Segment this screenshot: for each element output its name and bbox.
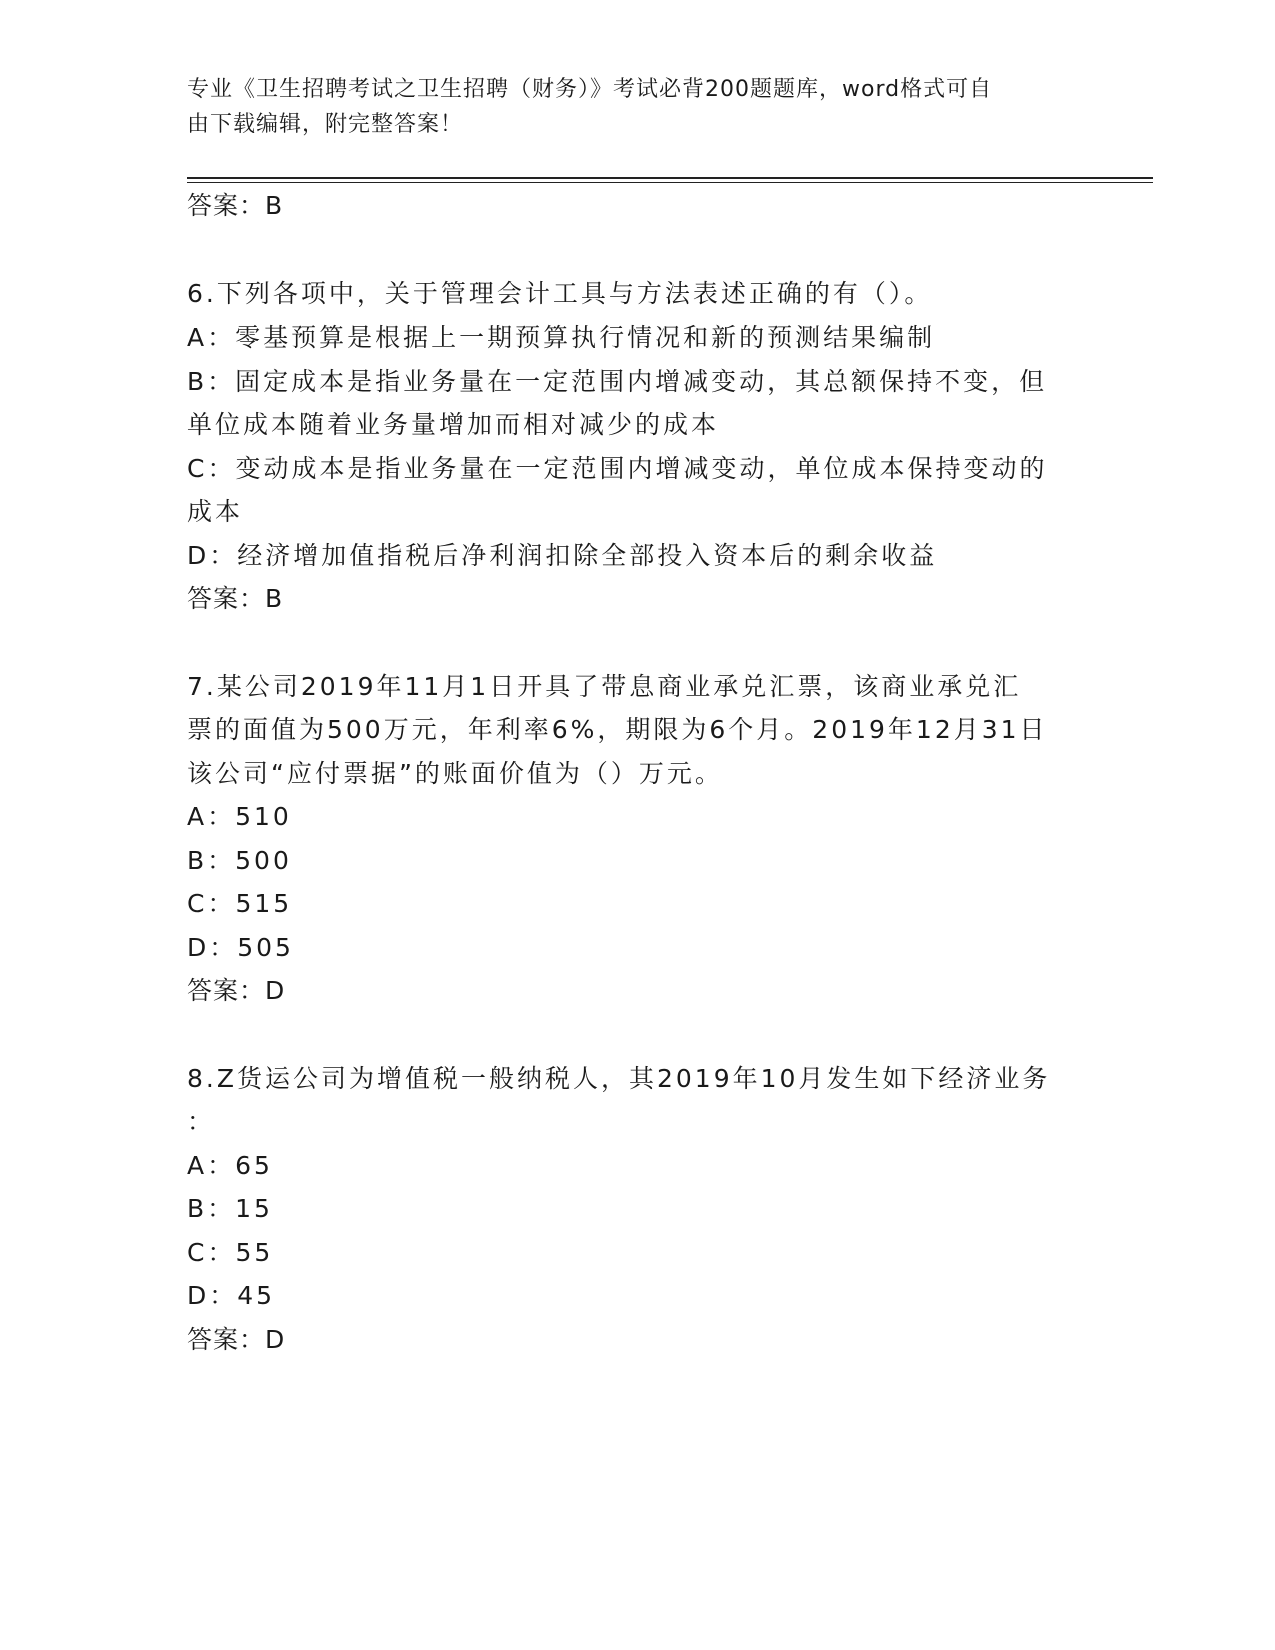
q6-stem: 6.下列各项中，关于管理会计工具与方法表述正确的有（）。 (187, 279, 933, 308)
header-divider-thin (187, 182, 1153, 183)
q8-option-a: A：65 (187, 1151, 273, 1180)
previous-answer: 答案：B (187, 191, 284, 220)
q8-option-b: B：15 (187, 1194, 273, 1223)
header-divider-thick (187, 177, 1153, 179)
q6-option-a: A：零基预算是根据上一期预算执行情况和新的预测结果编制 (187, 323, 936, 352)
q7-option-a: A：510 (187, 802, 292, 831)
header-line-2: 由下载编辑，附完整答案！ (187, 112, 464, 137)
q7-option-d: D：505 (187, 933, 294, 962)
q7-stem-line2: 票的面值为500万元，年利率6%，期限为6个月。2019年12月31日 (187, 715, 1048, 744)
q8-stem-line1: 8.Z货运公司为增值税一般纳税人，其2019年10月发生如下经济业务 (187, 1064, 1051, 1093)
q7-answer: 答案：D (187, 976, 286, 1005)
q6-option-c-line2: 成本 (187, 497, 244, 526)
q8-answer: 答案：D (187, 1325, 286, 1354)
q8-option-d: D：45 (187, 1281, 276, 1310)
q6-option-b-line2: 单位成本随着业务量增加而相对减少的成本 (187, 410, 720, 439)
q6-option-c-line1: C：变动成本是指业务量在一定范围内增减变动，单位成本保持变动的 (187, 454, 1048, 483)
q8-option-c: C：55 (187, 1238, 274, 1267)
q7-option-b: B：500 (187, 846, 292, 875)
document-header (187, 72, 1067, 142)
q8-stem-line2: ： (187, 1107, 216, 1136)
header-line-1: 专业《卫生招聘考试之卫生招聘（财务）》考试必背200题题库，word格式可自 (187, 77, 993, 102)
q7-option-c: C：515 (187, 889, 293, 918)
q6-option-b-line1: B：固定成本是指业务量在一定范围内增减变动，其总额保持不变，但 (187, 367, 1048, 396)
q7-stem-line3: 该公司“应付票据”的账面价值为（）万元。 (187, 759, 723, 788)
q6-answer: 答案：B (187, 584, 284, 613)
q7-stem-line1: 7.某公司2019年11月1日开具了带息商业承兑汇票，该商业承兑汇 (187, 672, 1022, 701)
q6-option-d: D：经济增加值指税后净利润扣除全部投入资本后的剩余收益 (187, 541, 938, 570)
